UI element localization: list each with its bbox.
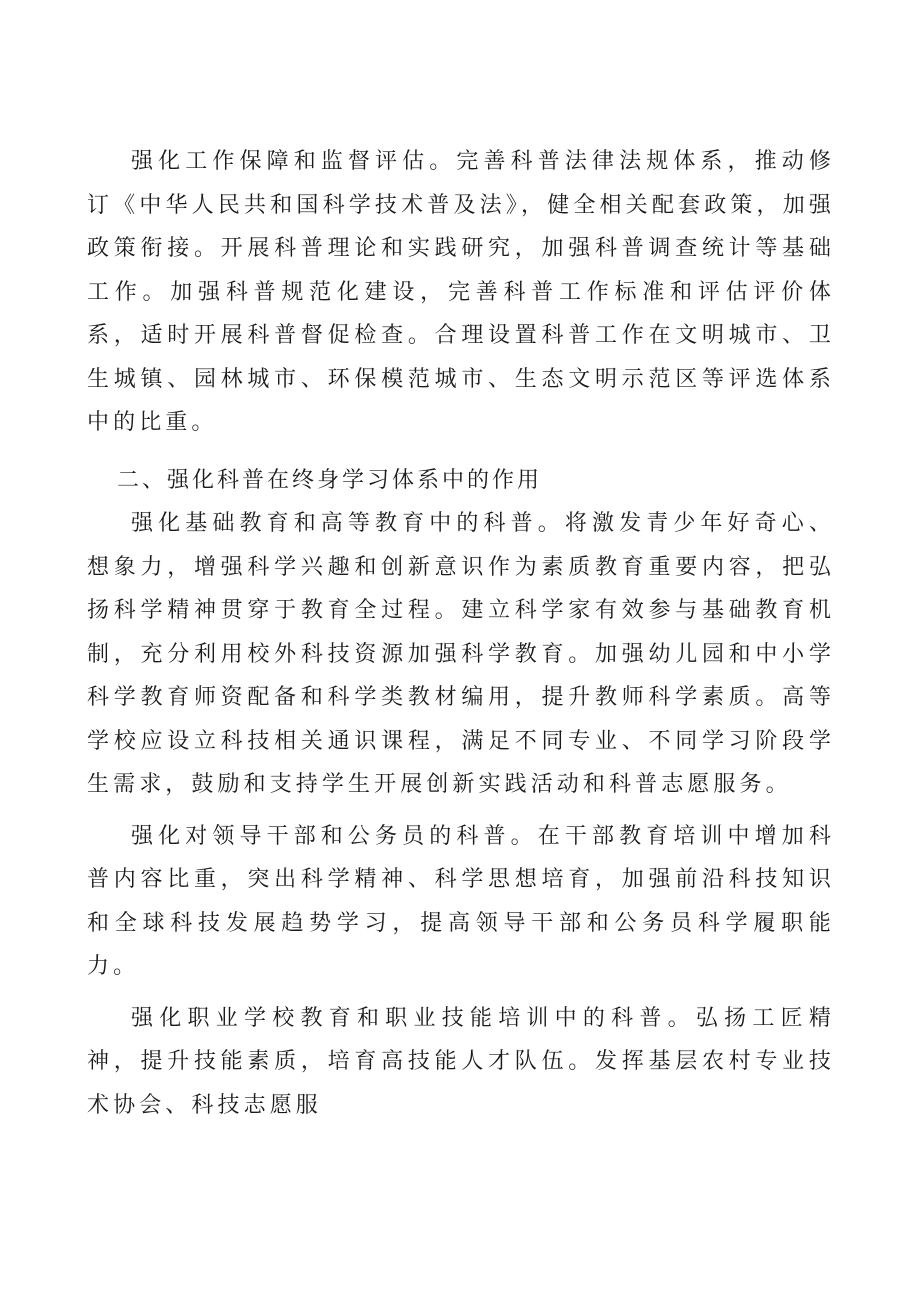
paragraph-officials: 强化对领导干部和公务员的科普。在干部教育培训中增加科普内容比重，突出科学精神、科学思想培育，加强前沿科技知识和全球科技发展趋势学习，提高领导干部和公务员科学履职能力。	[87, 823, 835, 979]
document-body	[87, 140, 835, 1127]
paragraph-work-guarantee: 强化工作保障和监督评估。完善科普法律法规体系，推动修订《中华人民共和国科学技术普及法》，健全相关配套政策，加强政策衔接。开展科普理论和实践研究，加强科普调查统计等基础工作。加强科普规范化建设，完善科普工作标准和评估评价体系，适时开展科普督促检查。合理设置科普工作在文明城市、卫生城镇、园林城市、环保模范城市、生态文明示范区等评选体系中的比重。	[87, 149, 835, 435]
paragraph-basic-higher-education: 强化基础教育和高等教育中的科普。将激发青少年好奇心、想象力，增强科学兴趣和创新意识作为素质教育重要内容，把弘扬科学精神贯穿于教育全过程。建立科学家有效参与基础教育机制，充分利用校外科技资源加强科学教育。加强幼儿园和中小学科学教育师资配备和科学类教材编用，提升教师科学素质。高等学校应设立科技相关通识课程，满足不同专业、不同学习阶段学生需求，鼓励和支持学生开展创新实践活动和科普志愿服务。	[87, 511, 835, 797]
section-heading: 二、强化科普在终身学习体系中的作用	[117, 467, 543, 493]
paragraph-vocational-training: 强化职业学校教育和职业技能培训中的科普。弘扬工匠精神，提升技能素质，培育高技能人才队伍。发挥基层农村专业技术协会、科技志愿服	[87, 1005, 835, 1118]
